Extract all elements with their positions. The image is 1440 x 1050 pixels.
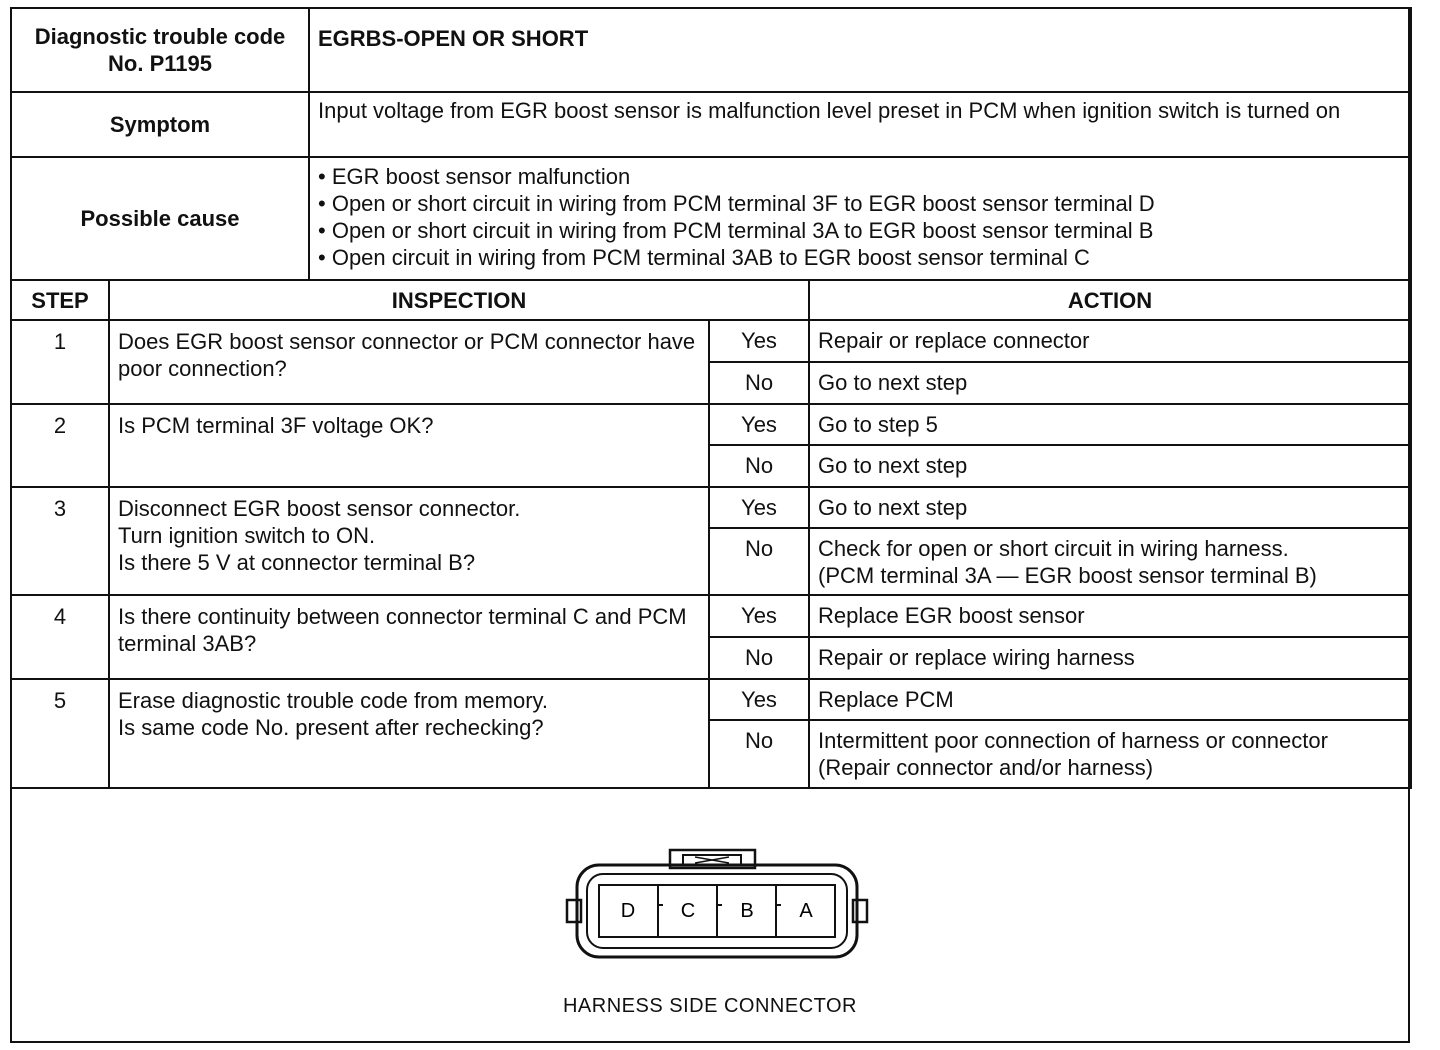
no-label: No [709,362,809,404]
symptom-label: Symptom [11,92,309,157]
no-label: No [709,720,809,788]
step-row [11,320,1411,362]
step-inspection: Does EGR boost sensor connector or PCM connector have poor connection? [109,320,709,404]
yes-label: Yes [709,595,809,637]
possible-cause-item: • Open or short circuit in wiring from PCM terminal 3A to EGR boost sensor terminal B [318,217,1402,244]
no-label: No [709,637,809,679]
action-line: Intermittent poor connection of harness or connector [818,728,1328,753]
yes-label: Yes [709,320,809,362]
inspection-line: Disconnect EGR boost sensor connector. [118,496,521,521]
yes-label: Yes [709,679,809,720]
connector-diagram [10,790,1410,1043]
step-inspection [109,487,709,595]
possible-cause-item: • Open circuit in wiring from PCM terminal 3AB to EGR boost sensor terminal C [318,244,1402,271]
step-column-header: STEP [11,280,109,320]
action-line: Check for open or short circuit in wiring harness. [818,536,1289,561]
column-header-row [11,280,1411,320]
step-inspection [109,679,709,788]
dtc-code-label: Diagnostic trouble code No. P1195 [11,8,309,92]
step-inspection: Is PCM terminal 3F voltage OK? [109,404,709,487]
inspection-line: Is there 5 V at connector terminal B? [118,550,476,575]
step-inspection: Is there continuity between connector terminal C and PCM terminal 3AB? [109,595,709,679]
step-number: 3 [11,487,109,595]
yes-action: Replace EGR boost sensor [809,595,1411,637]
step-number: 2 [11,404,109,487]
connector-side-key-right [853,900,867,922]
step-number: 5 [11,679,109,788]
yes-action: Repair or replace connector [809,320,1411,362]
yes-action: Replace PCM [809,679,1411,720]
possible-cause-label: Possible cause [11,157,309,280]
symptom-row [11,92,1411,157]
yes-label: Yes [709,487,809,528]
dtc-title: EGRBS-OPEN OR SHORT [309,8,1411,92]
action-line: (Repair connector and/or harness) [818,755,1154,780]
step-row [11,595,1411,637]
no-label: No [709,445,809,487]
terminal-b-label: B [740,900,754,922]
terminal-c-label: C [680,900,696,922]
yes-label: Yes [709,404,809,445]
possible-cause-list [318,163,1402,271]
dtc-header-row [11,8,1411,92]
connector-caption: HARNESS SIDE CONNECTOR [562,995,857,1017]
step-number: 4 [11,595,109,679]
no-action [809,528,1411,595]
action-column-header: ACTION [809,280,1411,320]
terminal-a-label: A [799,900,813,922]
step-row [11,487,1411,528]
possible-cause-item: • EGR boost sensor malfunction [318,163,1402,190]
terminal-d-label: D [620,900,636,922]
diagnostic-table [10,7,1412,789]
inspection-line: Is same code No. present after rechecking? [118,715,544,740]
inspection-column-header: INSPECTION [109,280,809,320]
no-label: No [709,528,809,595]
possible-cause-row [11,157,1411,280]
symptom-text: Input voltage from EGR boost sensor is malfunction level preset in PCM when ignition switch is turned on [309,92,1411,157]
step-row [11,679,1411,720]
inspection-line: Turn ignition switch to ON. [118,523,376,548]
no-action [809,720,1411,788]
yes-action: Go to step 5 [809,404,1411,445]
possible-cause-item: • Open or short circuit in wiring from PCM terminal 3F to EGR boost sensor terminal D [318,190,1402,217]
step-row [11,404,1411,445]
yes-action: Go to next step [809,487,1411,528]
inspection-line: Erase diagnostic trouble code from memory. [118,688,548,713]
no-action: Repair or replace wiring harness [809,637,1411,679]
connector-side-key-left [567,900,581,922]
harness-connector-illustration [555,845,885,965]
no-action: Go to next step [809,362,1411,404]
possible-cause-list-cell [309,157,1411,280]
step-number: 1 [11,320,109,404]
no-action: Go to next step [809,445,1411,487]
action-line: (PCM terminal 3A — EGR boost sensor terminal B) [818,563,1317,588]
